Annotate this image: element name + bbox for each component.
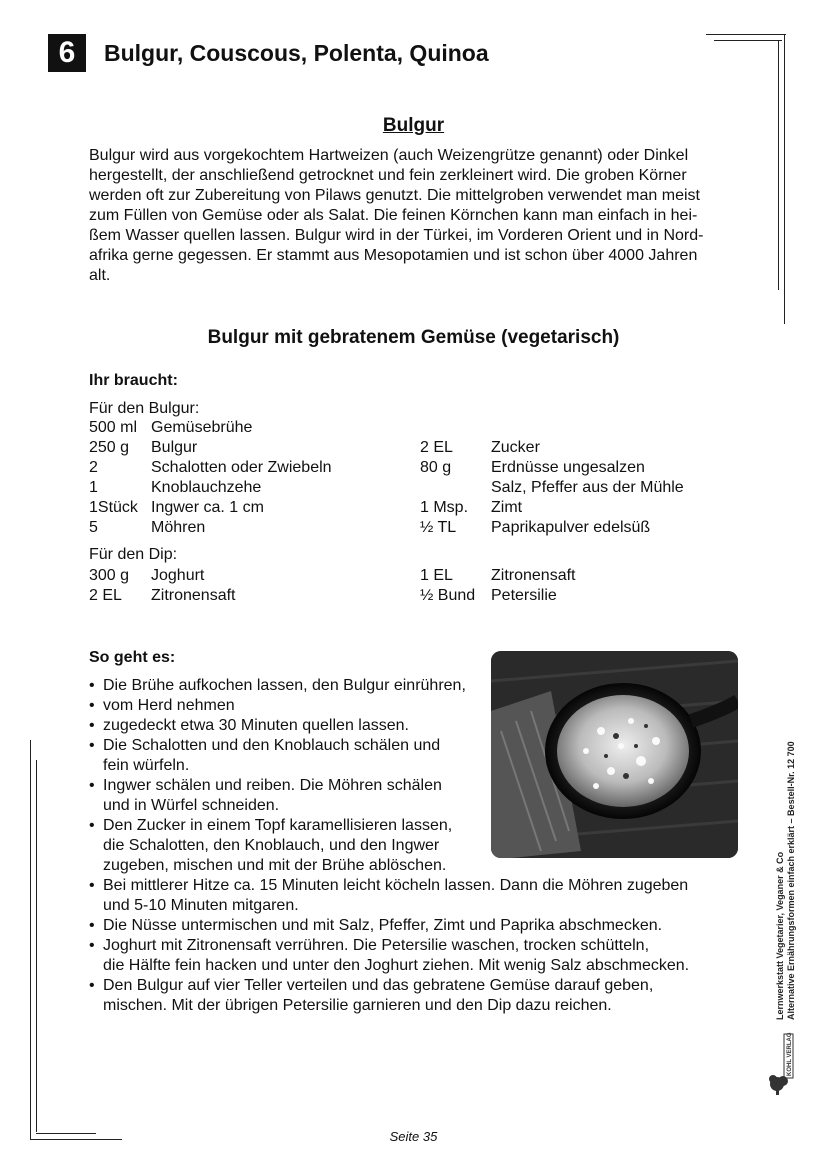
- chapter-title: Bulgur, Couscous, Polenta, Quinoa: [104, 40, 489, 66]
- step-line: [89, 996, 739, 1016]
- ingredient-qty: 1 Msp.: [420, 499, 469, 516]
- ingredient-item: Gemüsebrühe: [151, 419, 253, 436]
- section-heading-bulgur: Bulgur: [382, 115, 445, 136]
- bullet: •: [89, 677, 95, 694]
- step-text: die Schalotten, den Knoblauch, und den Ingwer: [103, 837, 440, 854]
- intro-line: zum Füllen von Gemüse oder als Salat. Die feinen Körnchen kann man einfach in hei-: [89, 207, 698, 224]
- bulgur-ingredients-label: Für den Bulgur:: [89, 400, 200, 417]
- bullet: •: [89, 717, 95, 734]
- food-photo: [491, 651, 738, 858]
- step-text: Joghurt mit Zitronensaft verrühren. Die Petersilie waschen, trocken schütteln,: [103, 937, 650, 954]
- bullet: •: [89, 737, 95, 754]
- step-text: vom Herd nehmen: [103, 697, 235, 714]
- step-line: [89, 936, 739, 956]
- ingredient-item: Salz, Pfeffer aus der Mühle: [491, 479, 684, 496]
- step-text: fein würfeln.: [103, 757, 190, 774]
- ingredient-item: Zimt: [491, 499, 523, 516]
- ingredient-qty: 500 ml: [89, 419, 138, 436]
- intro-line: alt.: [89, 267, 111, 284]
- steps-label: So geht es:: [89, 649, 176, 666]
- intro-line: Bulgur wird aus vorgekochtem Hartweizen (auch Weizengrütze genannt) oder Dinkel: [89, 147, 689, 164]
- dip-ingredients-label: Für den Dip:: [89, 546, 178, 563]
- page-number: Seite 35: [389, 1129, 438, 1144]
- step-line: [89, 876, 739, 896]
- frame-right-line: [778, 40, 779, 290]
- step-line: [89, 856, 739, 876]
- publication-title: Lernwerkstatt Vegetarier, Veganer & Co: [775, 851, 785, 1020]
- step-text: die Hälfte fein hacken und unter den Joghurt ziehen. Mit wenig Salz abschmecken.: [103, 957, 690, 974]
- step-text: Den Zucker in einem Topf karamellisieren lassen,: [103, 817, 453, 834]
- step-text: Den Bulgur auf vier Teller verteilen und das gebratene Gemüse darauf geben,: [103, 977, 654, 994]
- ingredient-qty: 300 g: [89, 567, 130, 584]
- bullet: •: [89, 777, 95, 794]
- bullet: •: [89, 917, 95, 934]
- frame-top-line: [714, 40, 782, 41]
- step-line: [89, 976, 739, 996]
- ingredient-item: Joghurt: [151, 567, 205, 584]
- step-text: und 5-10 Minuten mitgaren.: [103, 897, 299, 914]
- step-text: Die Schalotten und den Knoblauch schälen und: [103, 737, 441, 754]
- ingredient-item: Zucker: [491, 439, 540, 456]
- ingredient-qty: ½ TL: [420, 519, 457, 536]
- intro-paragraph: [89, 146, 739, 286]
- frame-left-line: [36, 760, 37, 1132]
- ingredient-item: Paprikapulver edelsüß: [491, 519, 651, 536]
- ingredients-label: Ihr braucht:: [89, 372, 178, 389]
- step-text: Die Nüsse untermischen und mit Salz, Pfeffer, Zimt und Paprika abschmecken.: [103, 917, 663, 934]
- ingredient-item: Zitronensaft: [151, 587, 236, 604]
- step-text: Ingwer schälen und reiben. Die Möhren schälen: [103, 777, 442, 794]
- step-text: Die Brühe aufkochen lassen, den Bulgur einrühren,: [103, 677, 466, 694]
- frame-top-line: [706, 34, 786, 35]
- bullet: •: [89, 977, 95, 994]
- ingredient-item: Petersilie: [491, 587, 557, 604]
- ingredient-qty: 1: [89, 479, 98, 496]
- ingredient-qty: 2: [89, 459, 98, 476]
- ingredient-item: Erdnüsse ungesalzen: [491, 459, 645, 476]
- intro-line: werden oft zur Zubereitung von Pilaws genutzt. Die mittelgroben verwendet man meist: [89, 187, 700, 204]
- bullet: •: [89, 817, 95, 834]
- ingredient-item: Knoblauchzehe: [151, 479, 262, 496]
- bullet: •: [89, 877, 95, 894]
- frame-right-line: [784, 34, 785, 324]
- ingredient-qty: 80 g: [420, 459, 452, 476]
- step-text: zugedeckt etwa 30 Minuten quellen lassen.: [103, 717, 409, 734]
- intro-line: ßem Wasser quellen lassen. Bulgur wird in der Türkei, im Vorderen Orient und in Nord-: [89, 227, 704, 244]
- ingredient-qty: 5: [89, 519, 98, 536]
- ingredient-qty: 1 EL: [420, 567, 453, 584]
- ingredient-item: Zitronensaft: [491, 567, 576, 584]
- publication-subtitle: Alternative Ernährungsformen einfach erklärt – Bestell-Nr. 12 700: [786, 741, 796, 1020]
- publication-info: [775, 700, 805, 1020]
- ingredient-qty: 250 g: [89, 439, 130, 456]
- chapter-number-badge: 6: [48, 34, 86, 72]
- ingredient-qty: 1Stück: [89, 499, 138, 516]
- ingredient-item: Schalotten oder Zwiebeln: [151, 459, 332, 476]
- bullet: •: [89, 697, 95, 714]
- ingredient-item: Möhren: [151, 519, 206, 536]
- ingredient-qty: ½ Bund: [420, 587, 476, 604]
- ingredient-qty: 2 EL: [420, 439, 453, 456]
- svg-text:KOHL VERLAG: KOHL VERLAG: [787, 1032, 793, 1076]
- step-text: Bei mittlerer Hitze ca. 15 Minuten leicht köcheln lassen. Dann die Möhren zugeben: [103, 877, 689, 894]
- publisher-logo: [767, 1032, 797, 1096]
- recipe-title: Bulgur mit gebratenem Gemüse (vegetarisch): [207, 327, 620, 348]
- ingredient-qty: 2 EL: [89, 587, 122, 604]
- intro-line: afrika gerne gegessen. Er stammt aus Mesopotamien und ist schon über 4000 Jahren: [89, 247, 698, 264]
- bullet: •: [89, 937, 95, 954]
- step-line: [89, 896, 739, 916]
- ingredient-item: Ingwer ca. 1 cm: [151, 499, 264, 516]
- frame-left-line: [30, 740, 31, 1140]
- step-line: [89, 956, 739, 976]
- step-line: [89, 916, 739, 936]
- intro-line: hergestellt, der anschließend getrocknet und fein zerkleinert wird. Die groben Körner: [89, 167, 687, 184]
- step-text: zugeben, mischen und mit der Brühe ablöschen.: [103, 857, 447, 874]
- ingredient-item: Bulgur: [151, 439, 198, 456]
- step-text: mischen. Mit der übrigen Petersilie garnieren und den Dip dazu reichen.: [103, 997, 612, 1014]
- step-text: und in Würfel schneiden.: [103, 797, 280, 814]
